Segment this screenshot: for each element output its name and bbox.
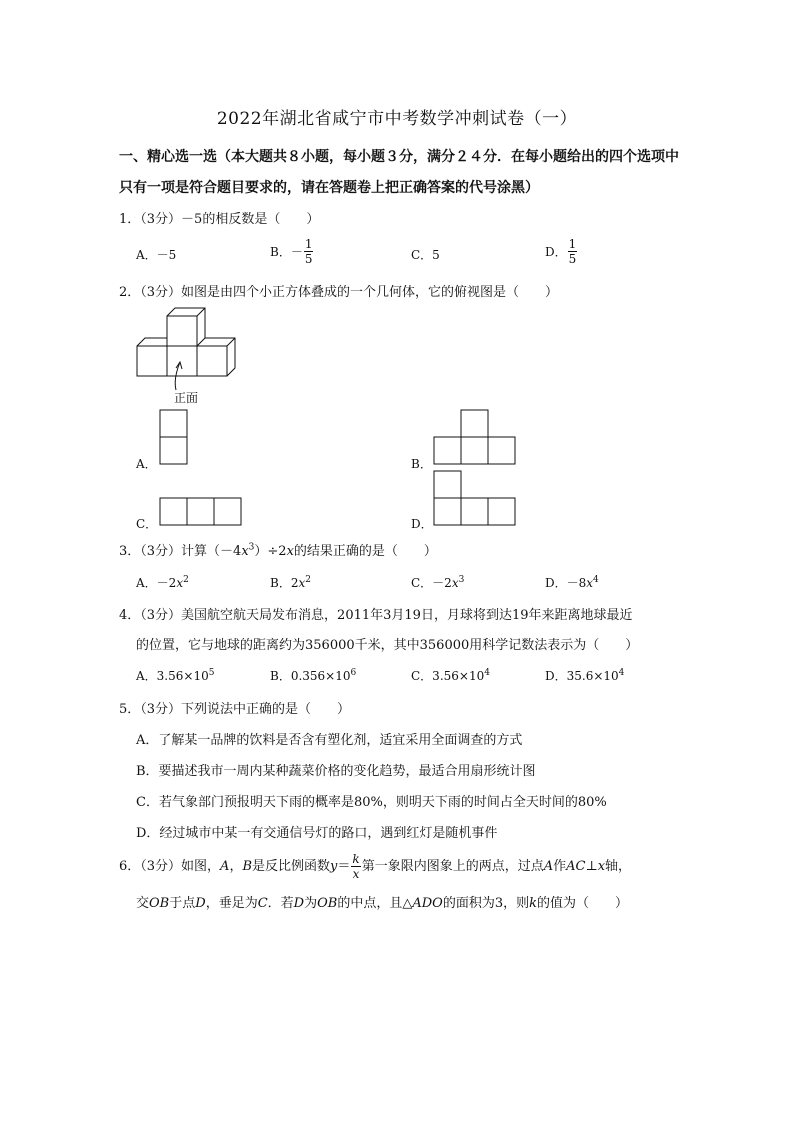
point-a: A <box>220 859 230 874</box>
q3-d-var: x <box>586 576 594 590</box>
q2-option-c-label: C． <box>136 517 158 531</box>
q6-l1-post2: 作 <box>553 859 567 874</box>
question-2-stem: 2．（3分）如图是由四个小正方体叠成的一个几何体，它的俯视图是（ ） <box>119 285 559 300</box>
q6-l1-pre: 6．（3分）如图， <box>119 859 221 874</box>
q3-stem-post: 的结果正确的是（ ） <box>293 544 437 559</box>
q5-option-a: A．了解某一品牌的饮料是否含有塑化剂，适宜采用全面调查的方式 <box>136 733 523 748</box>
q6-l2-d: 为 <box>304 896 318 911</box>
q3-c-var: x <box>451 576 459 590</box>
q2-option-b-label: B． <box>411 457 432 471</box>
q3-option-b <box>270 574 311 591</box>
question-6-line1 <box>119 852 631 881</box>
q3-option-a <box>136 574 189 591</box>
q3-b-exp: 2 <box>305 575 311 585</box>
fraction-numerator: k <box>352 852 360 866</box>
q4-a-base: A．3.56×10 <box>136 669 209 683</box>
q6-l2-a: 于点 <box>169 896 196 911</box>
q6-l2-c: ．若 <box>267 896 294 911</box>
question-3-stem <box>119 540 437 559</box>
q4-d-base: D．35.6×10 <box>545 669 619 683</box>
question-4-line2: 的位置，它与地球的距离约为356000千米，其中356000用科学记数法表示为（ ） <box>136 638 639 653</box>
k-over-x-fraction <box>351 852 360 881</box>
equals-sign: ＝ <box>337 859 351 874</box>
q3-stem-mid: ）÷2 <box>254 544 287 559</box>
point-a-2: A <box>543 859 554 874</box>
q6-l2-g: 的值为（ ） <box>536 896 628 911</box>
fraction-numerator: 1 <box>568 237 577 251</box>
q6-l1-post1: 第一象限内图象上的两点，过点 <box>361 859 544 874</box>
q5-option-c: C．若气象部门预报明天下雨的概率是80%，则明天下雨的时间占全天时间的80% <box>136 795 607 810</box>
q4-option-c <box>411 667 490 684</box>
q3-a-var: x <box>176 576 184 590</box>
q6-l2-pre: 交 <box>136 896 150 911</box>
fraction-denominator: x <box>352 867 360 881</box>
question-4-line1: 4．（3分）美国航空航天局发布消息，2011年3月19日，月球将到达19年来距离地球最近 <box>119 608 633 623</box>
q4-option-a <box>136 667 214 684</box>
q5-option-d: D．经过城市中某一有交通信号灯的路口，遇到红灯是随机事件 <box>136 826 498 841</box>
q4-option-b <box>270 667 356 684</box>
q6-l2-e: 的中点，且△ <box>337 896 413 911</box>
q6-l1-end: 轴， <box>605 859 632 874</box>
q4-option-d <box>545 667 624 684</box>
question-1-stem: 1．（3分）－5的相反数是（ ） <box>119 212 320 227</box>
q3-a-exp: 2 <box>183 575 189 585</box>
section-heading-line2: 只有一项是符合题目要求的，请在答题卷上把正确答案的代号涂黑） <box>119 180 539 196</box>
q6-l1-mid: 是反比例函数 <box>252 859 331 874</box>
q3-exp: 3 <box>248 542 255 553</box>
q5-option-b: B．要描述我市一周内某种蔬菜价格的变化趋势，最适合用扇形统计图 <box>136 764 536 779</box>
q3-option-d <box>545 574 599 591</box>
q1-option-d-prefix: D． <box>545 245 567 259</box>
fraction-denominator: 5 <box>304 252 313 266</box>
perp-symbol: ⊥ <box>585 859 598 874</box>
fraction-numerator: 1 <box>304 237 313 251</box>
section-heading-line1: 一、精心选一选（本大题共８小题，每小题３分，满分２４分．在每小题给出的四个选项中 <box>119 149 679 165</box>
q3-a-coef: A．－2 <box>136 576 177 590</box>
question-6-line2 <box>136 892 628 911</box>
var-x-axis: x <box>597 859 606 874</box>
segment-ob-2: OB <box>317 896 338 911</box>
q2-option-a-label: A． <box>136 457 157 471</box>
point-c: C <box>257 896 268 911</box>
front-view-label: 正面 <box>174 391 199 405</box>
q4-b-base: B．0.356×10 <box>270 669 351 683</box>
q3-c-exp: 3 <box>458 575 465 585</box>
fraction-denominator: 5 <box>568 252 577 266</box>
triangle-ado: ADO <box>412 896 443 911</box>
point-d: D <box>195 896 206 911</box>
page-title: 2022年湖北省咸宁市中考数学冲刺试卷（一） <box>216 109 578 129</box>
var-k: k <box>529 896 537 911</box>
q4-a-exp: 5 <box>208 668 215 678</box>
q3-c-coef: C．－2 <box>411 576 452 590</box>
q4-c-base: C．3.56×10 <box>411 669 485 683</box>
q3-stem-pre: 3．（3分）计算（－4 <box>119 544 242 559</box>
segment-ob: OB <box>149 896 170 911</box>
q3-var-x2: x <box>286 544 294 559</box>
q3-b-var: x <box>298 576 306 590</box>
point-b: B <box>242 859 253 874</box>
q3-d-exp: 4 <box>593 575 599 585</box>
q3-b-coef: B．2 <box>270 576 299 590</box>
q3-var-x: x <box>241 544 249 559</box>
q6-l2-b: ，垂足为 <box>205 896 258 911</box>
segment-ac: AC <box>566 859 586 874</box>
q4-b-exp: 6 <box>350 668 357 678</box>
q3-d-coef: D．－8 <box>545 576 587 590</box>
question-5-stem: 5．（3分）下列说法中正确的是（ ） <box>119 702 351 717</box>
point-d-2: D <box>293 896 305 911</box>
q1-option-b-prefix: B．－ <box>270 245 303 259</box>
q3-option-c <box>411 574 464 591</box>
q4-c-exp: 4 <box>484 668 490 678</box>
q1-option-c: C．5 <box>411 248 440 262</box>
q1-option-a: A．－5 <box>136 248 177 262</box>
q6-l1-comma: ， <box>229 859 243 874</box>
q6-l2-f: 的面积为3，则 <box>442 896 530 911</box>
q4-d-exp: 4 <box>618 668 625 678</box>
var-y: y <box>330 859 338 874</box>
q2-option-d-label: D． <box>411 517 433 531</box>
